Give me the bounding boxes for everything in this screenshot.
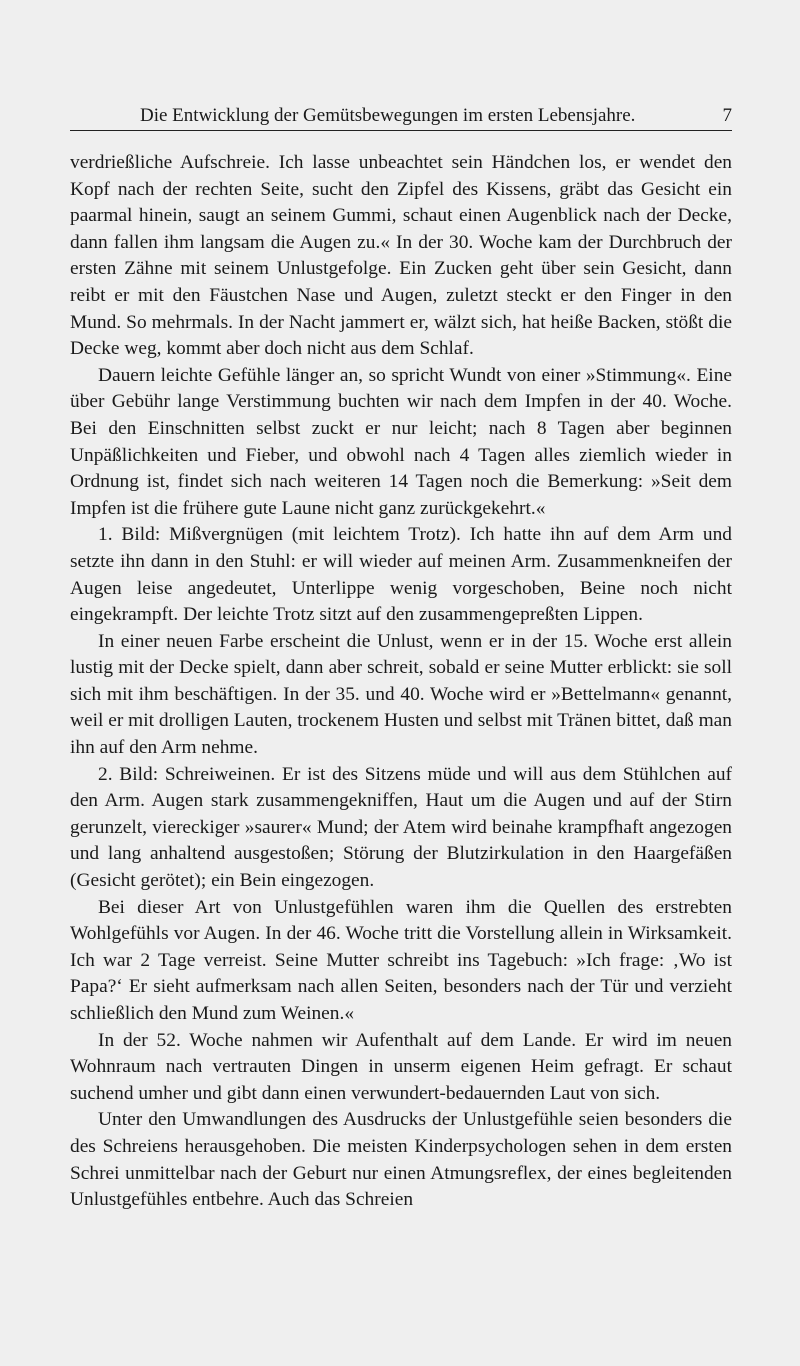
paragraph: In der 52. Woche nahmen wir Aufenthalt auf dem Lande. Er wird im neuen Wohnraum nach vertrauten Dingen in unserm eigenen Heim gefragt. Er schaut suchend umher und gibt dann einen verwundert-bedauernden Laut von sich. bbox=[70, 1029, 732, 1104]
paragraph: Dauern leichte Gefühle länger an, so spricht Wundt von einer »Stimmung«. Eine über Gebühr lange Verstimmung buchten wir nach dem Impfen in der 40. Woche. Bei den Einschnitten selbst zuckt er nur leicht; nach 8 Tagen aber beginnen Unpäßlichkeiten und Fieber, und obwohl nach 4 Tagen alles ziemlich wieder in Ordnung ist, findet sich nach weiteren 14 Tagen noch die Bemerkung: »Seit dem Impfen ist die frühere gute Laune nicht ganz zurückgekehrt.« bbox=[70, 364, 732, 519]
page-number: 7 bbox=[722, 105, 732, 126]
paragraph: verdrießliche Aufschreie. Ich lasse unbeachtet sein Händchen los, er wendet den Kopf nach der rechten Seite, sucht den Zipfel des Kissens, gräbt das Gesicht ein paarmal hinein, saugt an seinem Gummi, schaut einen Augenblick nach der Decke, dann fallen ihm langsam die Augen zu.« In der 30. Woche kam der Durchbruch der ersten Zähne mit seinem Unlustgefolge. Ein Zucken geht über sein Gesicht, dann reibt er mit den Fäustchen Nase und Augen, zuletzt steckt er den Finger in den Mund. So mehrmals. In der Nacht jammert er, wälzt sich, hat heiße Backen, stößt die Decke weg, kommt aber doch nicht aus dem Schlaf. bbox=[70, 152, 732, 360]
paragraph: 2. Bild: Schreiweinen. Er ist des Sitzens müde und will aus dem Stühlchen auf den Arm. Augen stark zusammengekniffen, Haut um die Augen und auf der Stirn gerunzelt, viereckiger »saurer« Mund; der Atem wird beinahe krampfhaft angezogen und lang anhaltend ausgestoßen; Störung der Blutzirkulation in den Haargefäßen (Gesicht gerötet); ein Bein eingezogen. bbox=[70, 763, 732, 892]
running-title: Die Entwicklung der Gemütsbewegungen im ersten Lebensjahre. bbox=[140, 105, 636, 126]
paragraph: In einer neuen Farbe erscheint die Unlust, wenn er in der 15. Woche erst allein lustig mit der Decke spielt, dann aber schreit, sobald er seine Mutter erblickt: sie soll sich mit ihm beschäftigen. In der 35. und 40. Woche wird er »Bettelmann« genannt, weil er mit drolligen Lauten, trockenem Husten und selbst mit Tränen bittet, daß man ihn auf den Arm nehme. bbox=[70, 630, 732, 759]
paragraph: Bei dieser Art von Unlustgefühlen waren ihm die Quellen des erstrebten Wohlgefühls vor Augen. In der 46. Woche tritt die Vorstellung allein in Wirksamkeit. Ich war 2 Tage verreist. Seine Mutter schreibt ins Tagebuch: »Ich frage: ‚Wo ist Papa?‘ Er sieht aufmerksam nach allen Seiten, besonders nach der Tür und verzieht schließlich den Mund zum Weinen.« bbox=[70, 896, 732, 1024]
paragraph: 1. Bild: Mißvergnügen (mit leichtem Trotz). Ich hatte ihn auf dem Arm und setzte ihn dann in den Stuhl: er will wieder auf meinen Arm. Zusammenkneifen der Augen leise angedeutet, Unterlippe wenig vorgeschoben, Beine noch nicht eingekrampft. Der leichte Trotz sitzt auf den zusammengepreßten Lippen. bbox=[70, 524, 732, 626]
header-rule bbox=[70, 130, 732, 131]
paragraph: Unter den Umwandlungen des Ausdrucks der Unlustgefühle seien besonders die des Schreiens herausgehoben. Die meisten Kinderpsychologen sehen in dem ersten Schrei unmittelbar nach der Geburt nur einen Atmungsreflex, der eines begleitenden Unlustgefühles entbehre. Auch das Schreien bbox=[70, 1109, 732, 1211]
body-text bbox=[70, 150, 732, 1214]
